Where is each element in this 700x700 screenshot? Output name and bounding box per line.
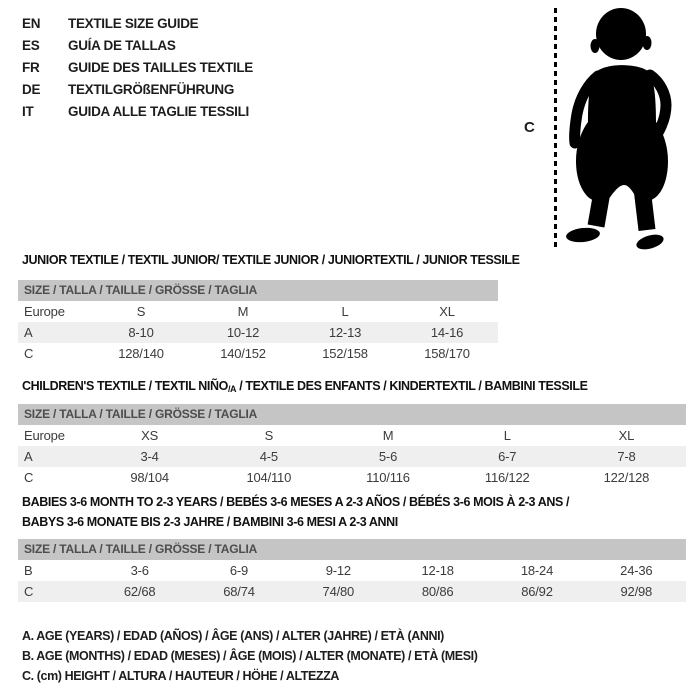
table-row-europe (18, 301, 498, 322)
table-cell: M (382, 428, 394, 443)
language-item (22, 79, 253, 101)
row-label: B (24, 563, 33, 578)
language-name: GUIDA ALLE TAGLIE TESSILI (68, 104, 249, 119)
table-cell: 4-5 (259, 449, 278, 464)
children-title-rest: / TEXTILE DES ENFANTS / KINDERTEXTIL / BAMBINI TESSILE (236, 379, 588, 393)
babies-size-table (18, 539, 686, 602)
table-cell: 152/158 (322, 346, 368, 361)
table-cell: 5-6 (378, 449, 398, 464)
table-cell: 18-24 (520, 563, 554, 578)
table-cell: XL (618, 428, 635, 443)
row-label: Europe (24, 304, 65, 319)
table-cell: 122/128 (603, 470, 650, 485)
row-label: A (24, 449, 33, 464)
table-cell: S (264, 428, 274, 443)
toddler-silhouette-image (558, 4, 698, 250)
table-row-c (18, 343, 498, 364)
children-title-subscript: /A (227, 384, 237, 394)
table-cell: M (237, 304, 249, 319)
table-row-c (18, 467, 686, 488)
table-row-b (18, 560, 686, 581)
row-label: A (24, 325, 33, 340)
footnote-line-c: C. (cm) HEIGHT / ALTURA / HAUTEUR / HÖHE / ALTEZZA (22, 669, 340, 683)
language-name: GUÍA DE TALLAS (68, 38, 176, 53)
row-label: C (24, 470, 34, 485)
table-cell: 92/98 (620, 584, 653, 599)
footnotes (22, 626, 478, 686)
language-name: TEXTILE SIZE GUIDE (68, 16, 199, 31)
size-header-bar: SIZE / TALLA / TAILLE / GRÖSSE / TAGLIA (18, 539, 686, 560)
size-header-bar: SIZE / TALLA / TAILLE / GRÖSSE / TAGLIA (18, 280, 498, 301)
table-cell: 3-6 (130, 563, 149, 578)
table-cell: 6-7 (498, 449, 517, 464)
table-cell: 128/140 (118, 346, 164, 361)
table-row-a (18, 322, 498, 343)
language-code: DE (22, 82, 41, 97)
size-header-bar: SIZE / TALLA / TAILLE / GRÖSSE / TAGLIA (18, 404, 686, 425)
children-title-main: CHILDREN'S TEXTILE / TEXTIL NIÑO (22, 379, 228, 393)
table-row-c (18, 581, 686, 602)
table-cell: L (503, 428, 511, 443)
height-measure-label: C (524, 119, 535, 136)
table-cell: 110/116 (366, 470, 410, 485)
language-item (22, 101, 253, 123)
footnote-line-b: B. AGE (MONTHS) / EDAD (MESES) / ÂGE (MOIS) / ALTER (MONATE) / ETÀ (MESI) (22, 649, 478, 663)
language-list (22, 13, 253, 123)
table-cell: 62/68 (123, 584, 156, 599)
language-item (22, 13, 253, 35)
table-cell: S (136, 304, 146, 319)
table-cell: 6-9 (229, 563, 249, 578)
table-cell: 140/152 (220, 346, 266, 361)
table-cell: 3-4 (140, 449, 159, 464)
table-cell: 8-10 (128, 325, 154, 340)
language-item (22, 35, 253, 57)
table-cell: 12-13 (328, 325, 362, 340)
row-label: C (24, 346, 34, 361)
table-cell: 14-16 (430, 325, 464, 340)
table-cell: 158/170 (424, 346, 470, 361)
table-cell: 86/92 (521, 584, 553, 599)
table-cell: XL (439, 304, 455, 319)
table-cell: L (341, 304, 349, 319)
table-cell: XS (141, 428, 159, 443)
table-row-europe (18, 425, 686, 446)
footnote-line-a: A. AGE (YEARS) / EDAD (AÑOS) / ÂGE (ANS) / ALTER (JAHRE) / ETÀ (ANNI) (22, 629, 444, 643)
language-code: ES (22, 38, 40, 53)
table-cell: 116/122 (484, 470, 530, 485)
children-section-title (22, 376, 588, 399)
table-cell: 7-8 (617, 449, 636, 464)
language-name: TEXTILGRÖßENFÜHRUNG (68, 82, 235, 97)
babies-section-title (22, 492, 569, 532)
babies-title-line2: BABYS 3-6 MONATE BIS 2-3 JAHRE / BAMBINI 3-6 MESI A 2-3 ANNI (22, 515, 398, 529)
language-item (22, 57, 253, 79)
height-measure-line (554, 8, 557, 248)
table-cell: 74/80 (322, 584, 355, 599)
table-cell: 10-12 (226, 325, 260, 340)
babies-title-line1: BABIES 3-6 MONTH TO 2-3 YEARS / BEBÉS 3-6 MESES A 2-3 AÑOS / BÉBÉS 3-6 MOIS À 2-3 ANS / (22, 495, 570, 509)
table-cell: 24-36 (620, 563, 653, 578)
table-cell: 104/110 (246, 470, 292, 485)
table-cell: 12-18 (421, 563, 454, 578)
language-name: GUIDE DES TAILLES TEXTILE (68, 60, 254, 75)
junior-size-table (18, 280, 498, 364)
row-label: Europe (24, 428, 65, 443)
language-code: FR (22, 60, 40, 75)
table-row-a (18, 446, 686, 467)
junior-section-title: JUNIOR TEXTILE / TEXTIL JUNIOR/ TEXTILE JUNIOR / JUNIORTEXTIL / JUNIOR TESSILE (22, 253, 520, 267)
table-cell: 68/74 (223, 584, 255, 599)
language-code: IT (22, 104, 34, 119)
table-cell: 98/104 (130, 470, 169, 485)
row-label: C (24, 584, 34, 599)
table-cell: 80/86 (421, 584, 454, 599)
children-size-table (18, 404, 686, 488)
table-cell: 9-12 (325, 563, 351, 578)
language-code: EN (22, 16, 41, 31)
